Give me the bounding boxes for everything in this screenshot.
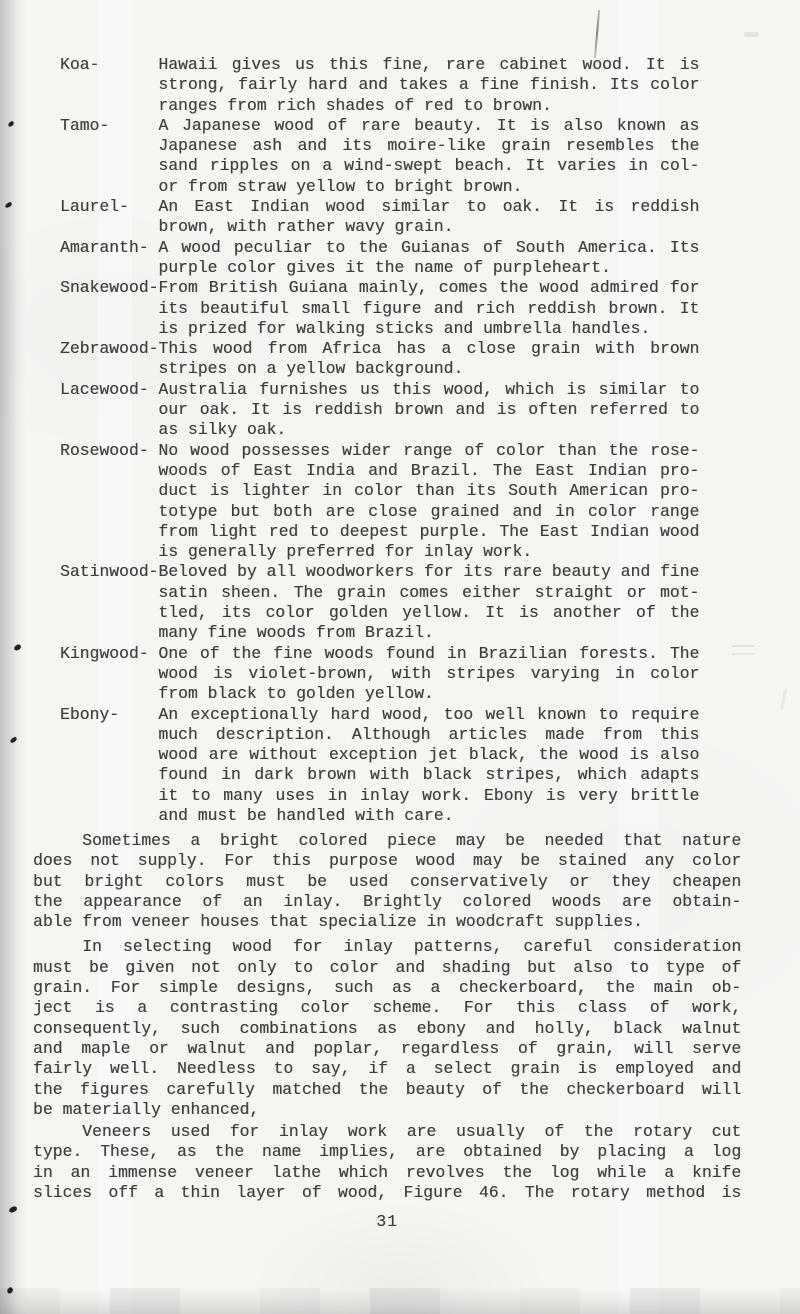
text-line: sand ripples on a wind-swept beach. It varies in col-	[158, 156, 700, 176]
body-paragraph	[33, 831, 741, 932]
text-line: brown, with rather wavy grain.	[158, 217, 454, 237]
text-line: but bright colors must be used conservatively or they cheapen	[33, 871, 742, 891]
glossary-definition	[158, 380, 699, 441]
text-line: grain. For simple designs, such as a checkerboard, the main ob-	[33, 978, 742, 998]
text-line: No wood possesses wider range of color than the rose-	[158, 440, 700, 460]
glossary-term: Tamo-	[60, 115, 110, 135]
text-line: its beautiful small figure and rich reddish brown. It	[158, 298, 700, 318]
glossary-definition	[158, 278, 699, 339]
text-line: A wood peculiar to the Guianas of South America. Its	[158, 237, 700, 257]
glossary-entry	[60, 644, 699, 705]
glossary-term: Koa-	[60, 55, 100, 74]
glossary-term: Amaranth-	[60, 237, 149, 257]
text-line: is generally preferred for inlay work.	[158, 542, 533, 562]
text-line: Hawaii gives us this fine, rare cabinet wood. It is	[158, 55, 700, 74]
glossary-definition	[158, 644, 699, 705]
text-line: does not supply. For this purpose wood may be stained any color	[33, 851, 742, 871]
glossary-term: Zebrawood-	[60, 339, 159, 359]
text-line: is prized for walking sticks and umbrella handles.	[158, 318, 651, 338]
page-number: 31	[376, 1212, 398, 1231]
glossary-entry	[60, 197, 699, 238]
text-line: wood are without exception jet black, the wood is also	[158, 745, 700, 765]
text-line: strong, fairly hard and takes a fine finish. Its color	[158, 75, 700, 95]
body-paragraph	[33, 937, 741, 1120]
text-line: One of the fine woods found in Brazilian forests. The	[158, 643, 700, 663]
smudge-mark	[744, 32, 759, 37]
text-line: able from veneer houses that specialize in woodcraft supplies.	[33, 912, 643, 932]
scratch-mark	[780, 688, 788, 710]
glossary-term: Rosewood-	[60, 440, 149, 460]
glossary-entry	[60, 116, 699, 197]
glossary-definition	[158, 705, 699, 827]
glossary-entry	[60, 441, 699, 563]
glossary-term: Ebony-	[60, 704, 120, 724]
text-line: the appearance of an inlay. Brightly colored woods are obtain-	[33, 891, 742, 911]
text-line: from light red to deepest purple. The East Indian wood	[158, 521, 700, 541]
text-line: An East Indian wood similar to oak. It is reddish	[158, 197, 700, 217]
text-line: Beloved by all woodworkers for its rare beauty and fine	[158, 562, 700, 582]
glossary-definition	[158, 562, 699, 643]
scratch-mark	[594, 10, 600, 58]
text-line: Veneers used for inlay work are usually of the rotary cut	[82, 1122, 742, 1142]
text-line: purple color gives it the name of purpleheart.	[158, 257, 611, 277]
text-line: as silky oak.	[158, 420, 287, 440]
text-line: and maple or walnut and poplar, regardless of grain, will serve	[33, 1038, 742, 1058]
glossary-term: Satinwood-	[60, 562, 159, 582]
text-line: tled, its color golden yellow. It is another of the	[158, 603, 700, 623]
glossary-entry	[60, 55, 699, 116]
glossary-entry	[60, 562, 699, 643]
glossary-entry	[60, 380, 699, 441]
glossary-definition	[158, 116, 699, 197]
text-line: our oak. It is reddish brown and is often referred to	[158, 400, 700, 420]
glossary-definition	[158, 55, 699, 116]
text-line: Australia furnishes us this wood, which is similar to	[158, 379, 700, 399]
text-line: totype but both are close grained and in color range	[158, 501, 700, 521]
glossary-definition	[158, 197, 699, 238]
scan-edge-shadow	[0, 0, 20, 1314]
text-line: Japanese ash and its moire-like grain resembles the	[158, 136, 700, 156]
smudge-mark	[732, 645, 754, 655]
text-line: slices off a thin layer of wood, Figure 46. The rotary method is	[33, 1183, 742, 1203]
body-paragraph	[33, 1122, 741, 1203]
text-line: ject is a contrasting color scheme. For this class of work,	[33, 998, 742, 1018]
glossary-definition	[158, 238, 699, 279]
glossary-entry	[60, 339, 699, 380]
text-line: fairly well. Needless to say, if a select grain is employed and	[33, 1059, 742, 1079]
glossary-term: Kingwood-	[60, 643, 149, 663]
text-line: An exceptionally hard wood, too well known to require	[158, 704, 700, 724]
glossary-entry	[60, 705, 699, 827]
text-line: satin sheen. The grain comes either straight or mot-	[158, 582, 700, 602]
glossary-entry	[60, 238, 699, 279]
text-line: consequently, such combinations as ebony and holly, black walnut	[33, 1018, 742, 1038]
glossary-term: Snakewood-	[60, 278, 159, 298]
text-line: Sometimes a bright colored piece may be needed that nature	[82, 831, 742, 850]
text-line: and must be handled with care.	[158, 805, 454, 825]
text-line: This wood from Africa has a close grain with brown	[158, 339, 700, 359]
text-line: wood is violet-brown, with stripes varying in color	[158, 663, 700, 683]
text-line: many fine woods from Brazil.	[158, 623, 434, 643]
text-line: woods of East India and Brazil. The East Indian pro-	[158, 460, 700, 480]
wood-glossary-list	[60, 55, 699, 826]
text-line: be materially enhanced,	[33, 1099, 260, 1119]
text-line: from black to golden yellow.	[158, 684, 434, 704]
glossary-definition	[158, 441, 699, 563]
text-line: in an immense veneer lathe which revolves the log while a knife	[33, 1162, 742, 1182]
body-text	[33, 831, 741, 1203]
bottom-scan-band	[0, 1288, 800, 1314]
text-line: ranges from rich shades of red to brown.	[158, 95, 552, 115]
text-line: the figures carefully matched the beauty of the checkerboard will	[33, 1079, 742, 1099]
text-line: From British Guiana mainly, comes the wood admired for	[158, 278, 700, 298]
text-line: A Japanese wood of rare beauty. It is also known as	[158, 115, 700, 135]
text-line: stripes on a yellow background.	[158, 359, 464, 379]
text-line: it to many uses in inlay work. Ebony is very brittle	[158, 785, 700, 805]
glossary-term: Lacewood-	[60, 379, 149, 399]
text-line: found in dark brown with black stripes, which adapts	[158, 765, 700, 785]
text-line: In selecting wood for inlay patterns, careful consideration	[82, 937, 742, 957]
text-line: or from straw yellow to bright brown.	[158, 176, 523, 196]
glossary-definition	[158, 339, 699, 380]
text-line: duct is lighter in color than its South American pro-	[158, 481, 700, 501]
glossary-term: Laurel-	[60, 197, 129, 217]
glossary-entry	[60, 278, 699, 339]
text-line: much description. Although articles made from this	[158, 724, 700, 744]
text-line: must be given not only to color and shading but also to type of	[33, 957, 742, 977]
ink-speck	[13, 644, 21, 651]
text-line: type. These, as the name implies, are obtained by placing a log	[33, 1142, 742, 1162]
